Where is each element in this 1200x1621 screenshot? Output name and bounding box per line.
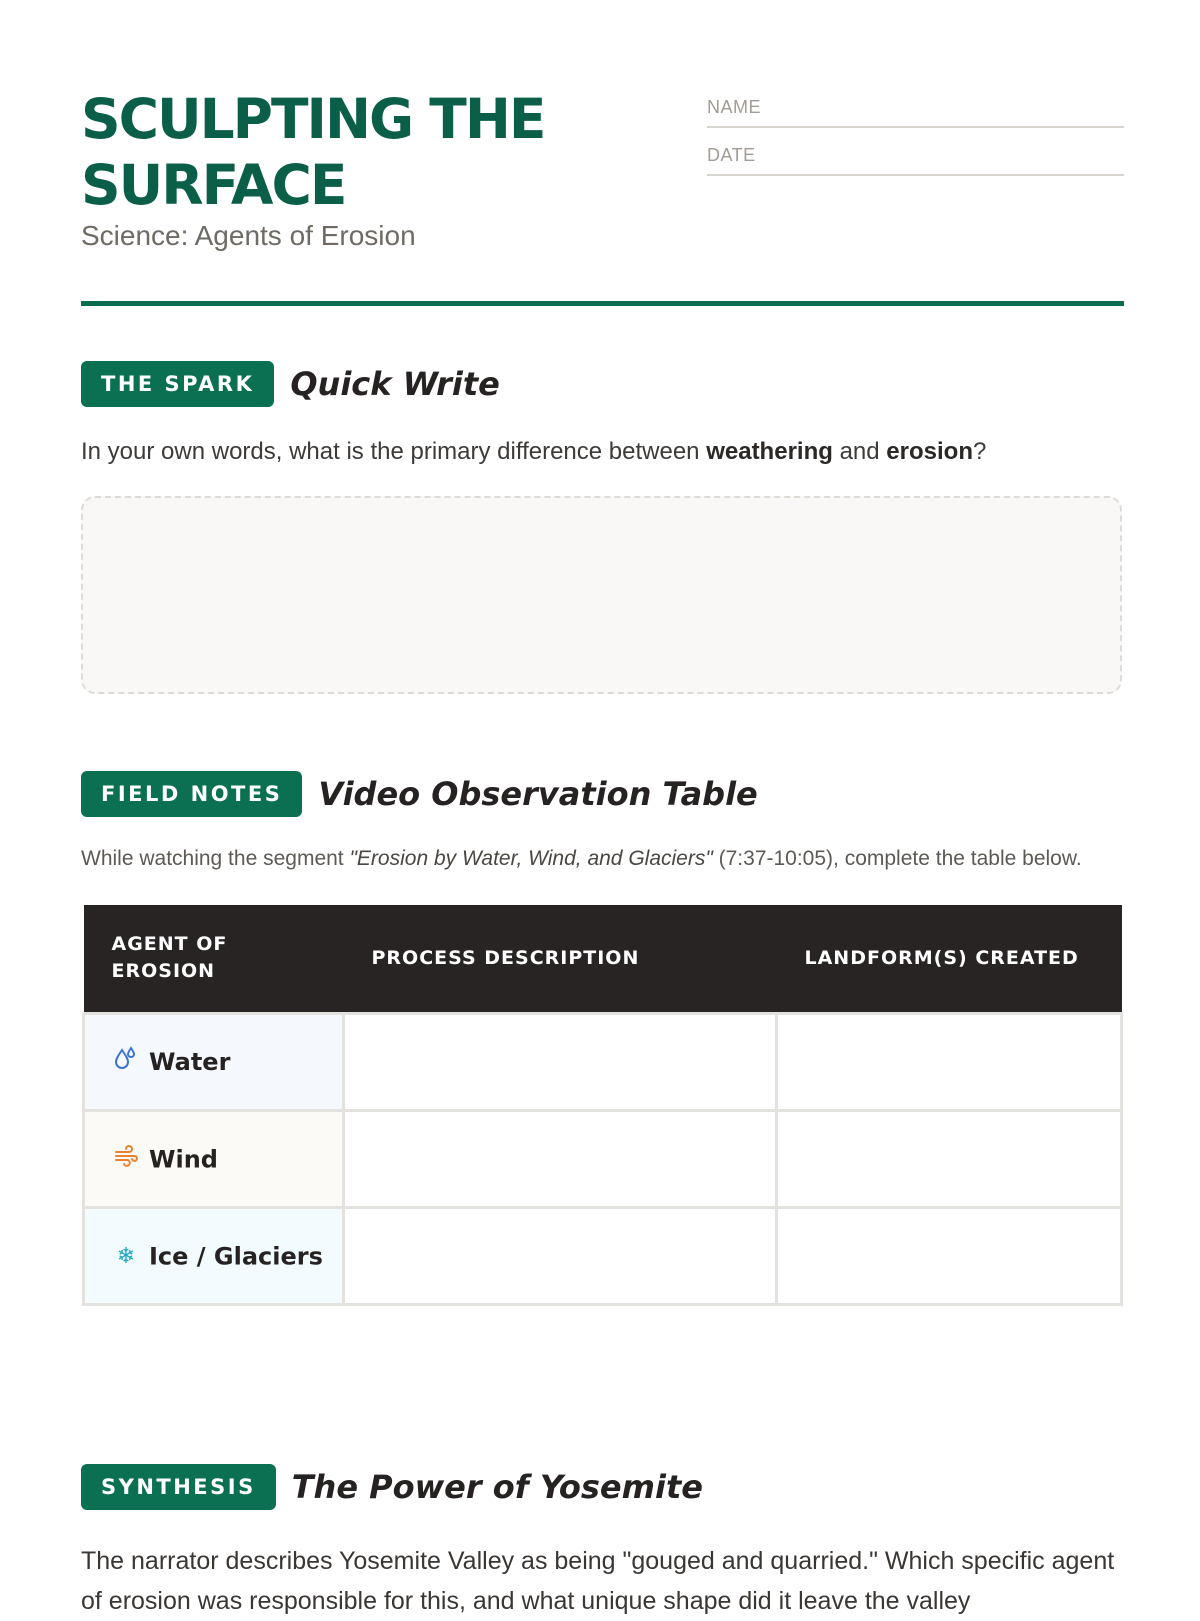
observation-table <box>82 905 1123 1306</box>
spark-title: Quick Write <box>290 365 500 403</box>
field-notes-heading <box>81 770 1124 818</box>
spark-prompt <box>81 438 1124 466</box>
worksheet-title: SCULPTING THE SURFACE <box>81 87 545 217</box>
landforms-water[interactable] <box>777 1013 1122 1110</box>
field-notes-title: Video Observation Table <box>318 775 758 813</box>
agent-label: Water <box>149 1047 231 1076</box>
spark-heading <box>81 360 1124 408</box>
header-divider <box>81 301 1124 306</box>
snowflake-icon: ❄ <box>116 1243 136 1269</box>
quick-write-answer-box[interactable] <box>81 496 1122 694</box>
field-notes-instructions <box>81 842 1124 875</box>
agent-cell-wind <box>84 1110 344 1207</box>
prompt-text: In your own words, what is the primary difference between <box>81 438 707 465</box>
prompt-text: and <box>832 438 887 465</box>
synthesis-title: The Power of Yosemite <box>291 1468 703 1506</box>
name-field[interactable] <box>707 80 1124 128</box>
water-drops-icon <box>113 1046 139 1078</box>
term-erosion: erosion <box>886 438 973 465</box>
landforms-wind[interactable] <box>777 1110 1122 1207</box>
agent-label: Ice / Glaciers <box>149 1242 323 1271</box>
field-notes-tag: FIELD NOTES <box>81 771 302 817</box>
process-description-ice[interactable] <box>344 1207 777 1304</box>
spark-section <box>81 360 1124 694</box>
table-row <box>84 1110 1122 1207</box>
video-title: "Erosion by Water, Wind, and Glaciers" <box>349 847 713 870</box>
agent-cell-water <box>84 1013 344 1110</box>
worksheet-header <box>81 0 1098 310</box>
synthesis-section <box>81 1463 1124 1621</box>
landforms-ice[interactable] <box>777 1207 1122 1304</box>
name-label: NAME <box>707 97 762 117</box>
student-info <box>707 80 1124 176</box>
column-header-landforms: LANDFORM(S) CREATED <box>777 905 1122 1013</box>
instructions-text: (7:37-10:05), complete the table below. <box>712 847 1082 870</box>
table-header-row <box>84 905 1122 1013</box>
instructions-text: While watching the segment <box>81 847 350 870</box>
agent-cell-ice <box>84 1207 344 1304</box>
process-description-water[interactable] <box>344 1013 777 1110</box>
spark-tag: THE SPARK <box>81 361 274 407</box>
term-weathering: weathering <box>706 438 833 465</box>
field-notes-section <box>81 770 1124 1306</box>
synthesis-question: The narrator describes Yosemite Valley as being "gouged and quarried." Which specific agent of erosion was responsible for this, and what unique shape did it leave the valley <box>81 1547 1115 1615</box>
process-description-wind[interactable] <box>344 1110 777 1207</box>
column-header-agent: AGENT OF EROSION <box>84 905 344 1013</box>
date-label: DATE <box>707 145 756 165</box>
prompt-text: ? <box>972 438 987 465</box>
synthesis-tag: SYNTHESIS <box>81 1464 276 1510</box>
table-row <box>84 1013 1122 1110</box>
column-header-process: PROCESS DESCRIPTION <box>344 905 777 1013</box>
date-field[interactable] <box>707 128 1124 176</box>
worksheet-subtitle: Science: Agents of Erosion <box>81 220 416 251</box>
table-row <box>84 1207 1122 1304</box>
agent-label: Wind <box>149 1145 218 1174</box>
wind-icon <box>113 1145 139 1173</box>
synthesis-heading <box>81 1463 1124 1511</box>
